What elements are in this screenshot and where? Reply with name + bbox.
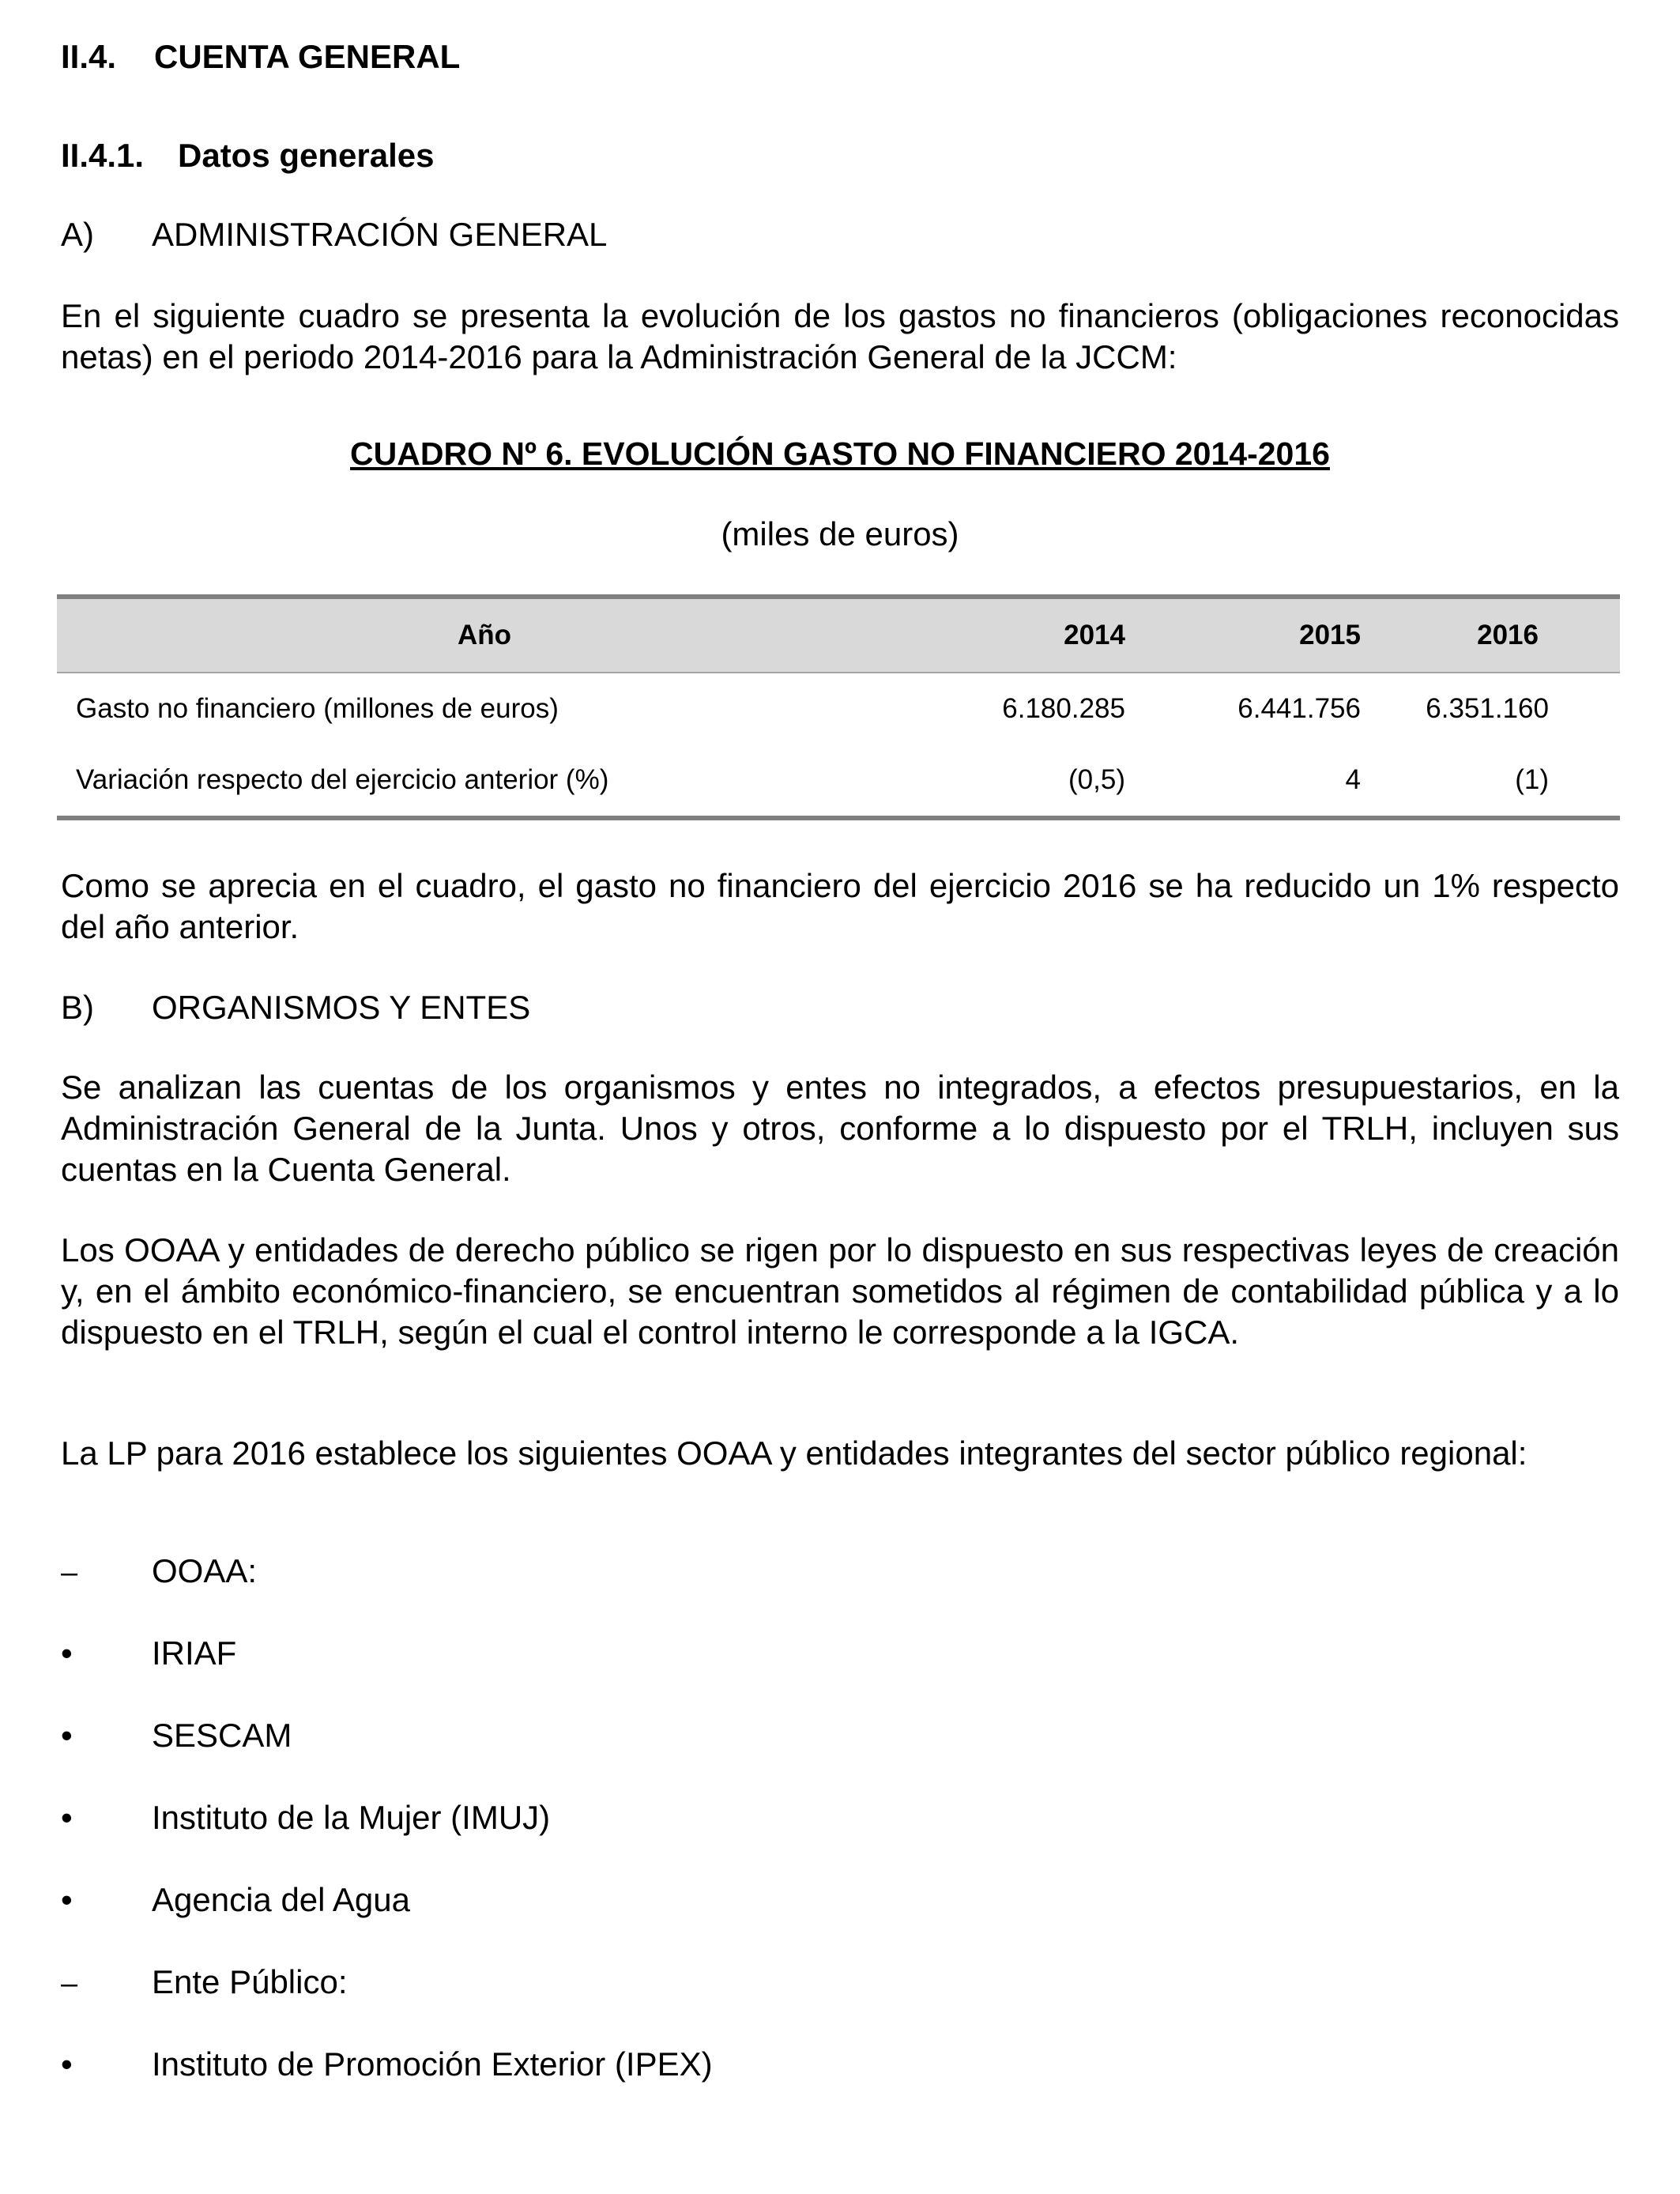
cell-value: 6.180.285 (912, 673, 1177, 745)
section-a-label: A) (61, 216, 94, 253)
cell-value: (1) (1414, 745, 1620, 818)
bullet-marker: • (61, 1799, 73, 1836)
list-item (61, 1717, 292, 1755)
row-label: Gasto no financiero (millones de euros) (57, 673, 912, 745)
list-item (61, 1881, 410, 1919)
table-subtitle: (miles de euros) (721, 515, 959, 552)
cell-value: 6.441.756 (1177, 673, 1414, 745)
section-a-title: ADMINISTRACIÓN GENERAL (152, 216, 608, 253)
list-item (61, 1552, 257, 1590)
section-a-heading (61, 216, 607, 254)
bullet-marker: • (61, 1881, 73, 1918)
cell-value: 4 (1177, 745, 1414, 818)
header-year-label: Año (457, 620, 512, 650)
section-b-label: B) (61, 989, 94, 1026)
section-title: CUENTA GENERAL (154, 38, 461, 75)
table-title: CUADRO Nº 6. EVOLUCIÓN GASTO NO FINANCIERO 2014-2016 (350, 435, 1330, 472)
table-row (57, 745, 1620, 818)
header-2016: 2016 (1477, 620, 1539, 650)
header-2015: 2015 (1299, 620, 1361, 650)
dash-marker: – (61, 1556, 78, 1589)
section-b-heading (61, 989, 530, 1027)
bullet-marker: • (61, 1717, 73, 1754)
subsection-title: Datos generales (178, 137, 435, 174)
bullet-marker: • (61, 1634, 73, 1672)
paragraph-b1: Se analizan las cuentas de los organismos y entes no integrados, a efectos presupuestarios, en la Administración General de la Junta. Unos y otros, conforme a lo dispuesto por el TRLH, incluyen sus cuentas en la Cuenta General. (61, 1069, 1619, 1188)
list-item (61, 1799, 550, 1837)
list-item (61, 2045, 713, 2083)
expenditure-table (57, 594, 1620, 820)
paragraph-b3: La LP para 2016 establece los siguientes OOAA y entidades integrantes del sector público regional: (61, 1434, 1527, 1472)
intro-paragraph: En el siguiente cuadro se presenta la evolución de los gastos no financieros (obligaciones reconocidas netas) en el periodo 2014-2016 para la Administración General de la JCCM: (61, 297, 1619, 375)
table-header-row (57, 597, 1620, 673)
section-number: II.4. (61, 38, 117, 75)
table-row (57, 673, 1620, 745)
list-item-text: Instituto de Promoción Exterior (IPEX) (152, 2045, 713, 2083)
subsection-number: II.4.1. (61, 137, 145, 174)
list-item-text: IRIAF (152, 1634, 237, 1672)
list-item-text: OOAA: (152, 1552, 258, 1589)
cell-value: (0,5) (912, 745, 1177, 818)
list-item-text: Agencia del Agua (152, 1881, 410, 1918)
comment-paragraph: Como se aprecia en el cuadro, el gasto no financiero del ejercicio 2016 se ha reducido un 1% respecto del año anterior. (61, 867, 1619, 945)
row-label: Variación respecto del ejercicio anterior (%) (57, 745, 912, 818)
section-b-title: ORGANISMOS Y ENTES (152, 989, 531, 1026)
subsection-heading (61, 137, 434, 175)
paragraph-b2: Los OOAA y entidades de derecho público se rigen por lo dispuesto en sus respectivas leyes de creación y, en el ámbito económico-financiero, se encuentran sometidos al régimen de contabilidad pública y a lo dispuesto en el TRLH, según el cual el control interno le corresponde a la IGCA. (61, 1231, 1619, 1351)
list-item (61, 1963, 348, 2001)
cell-value: 6.351.160 (1414, 673, 1620, 745)
list-item-text: SESCAM (152, 1717, 292, 1754)
dash-marker: – (61, 1967, 78, 2000)
list-item-text: Ente Público: (152, 1963, 348, 2000)
list-item (61, 1634, 236, 1672)
section-heading (61, 38, 460, 76)
header-2014: 2014 (1064, 620, 1125, 650)
bullet-marker: • (61, 2045, 73, 2083)
list-item-text: Instituto de la Mujer (IMUJ) (152, 1799, 551, 1836)
